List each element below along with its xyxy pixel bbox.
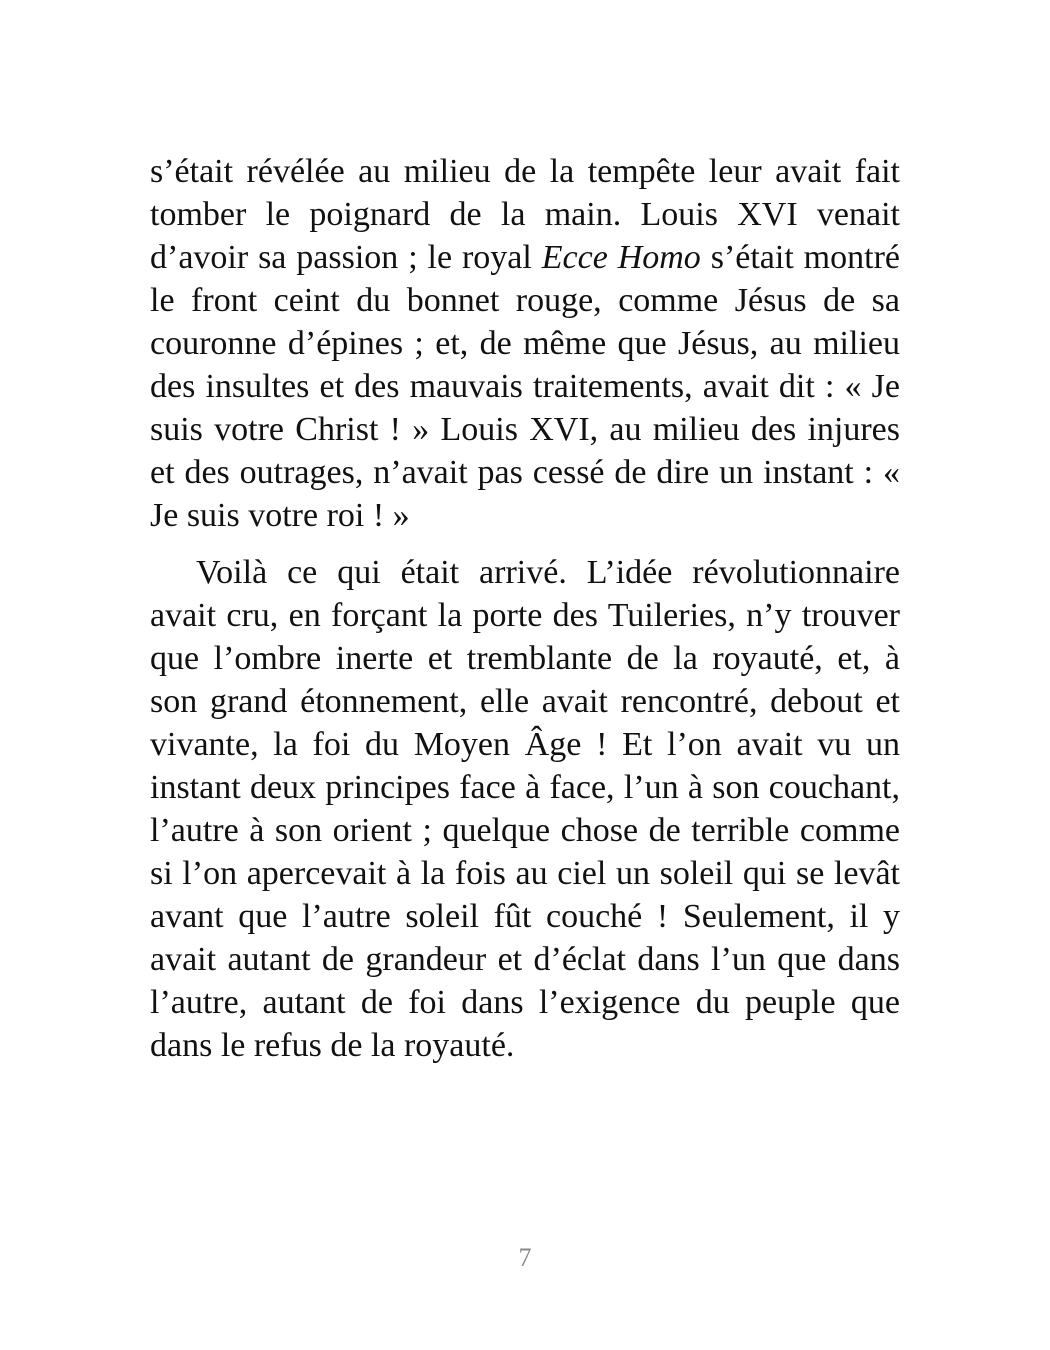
paragraph-1-text-end: s’était montré le front ceint du bonnet rouge, comme Jésus de sa couronne d’épines ; et, de même que Jésus, au milieu des insultes et des mauvais traitements, avait dit : « Je suis votre Christ ! » Louis XVI, au milieu des injures et des outrages, n’avait pas cessé de dire un instant : « Je suis votre roi ! » — [150, 239, 900, 534]
paragraph-1-text-start: s’était révélée au milieu de la tempête leur avait fait tomber le poignard de la main. Louis XVI venait d’avoir sa passion ; le royal — [150, 153, 900, 276]
paragraph-1-italic-title: Ecce Homo — [541, 239, 701, 276]
paragraph-2: Voilà ce qui était arrivé. L’idée révolutionnaire avait cru, en forçant la porte des Tuileries, n’y trouver que l’ombre inerte et tremblante de la royauté, et, à son grand étonnement, elle avait rencontré, debout et vivante, la foi du Moyen Âge ! Et l’on avait vu un instant deux principes face à face, l’un à son couchant, l’autre à son orient ; quelque chose de terrible comme si l’on apercevait à la fois au ciel un soleil qui se levât avant que l’autre soleil fût couché ! Seulement, il y avait autant de grandeur et d’éclat dans l’un que dans l’autre, autant de foi dans l’exigence du peuple que dans le refus de la royauté. — [150, 554, 900, 1064]
page-body — [150, 150, 900, 1067]
page-number: 7 — [518, 1243, 532, 1272]
paragraph-1 — [150, 150, 900, 537]
